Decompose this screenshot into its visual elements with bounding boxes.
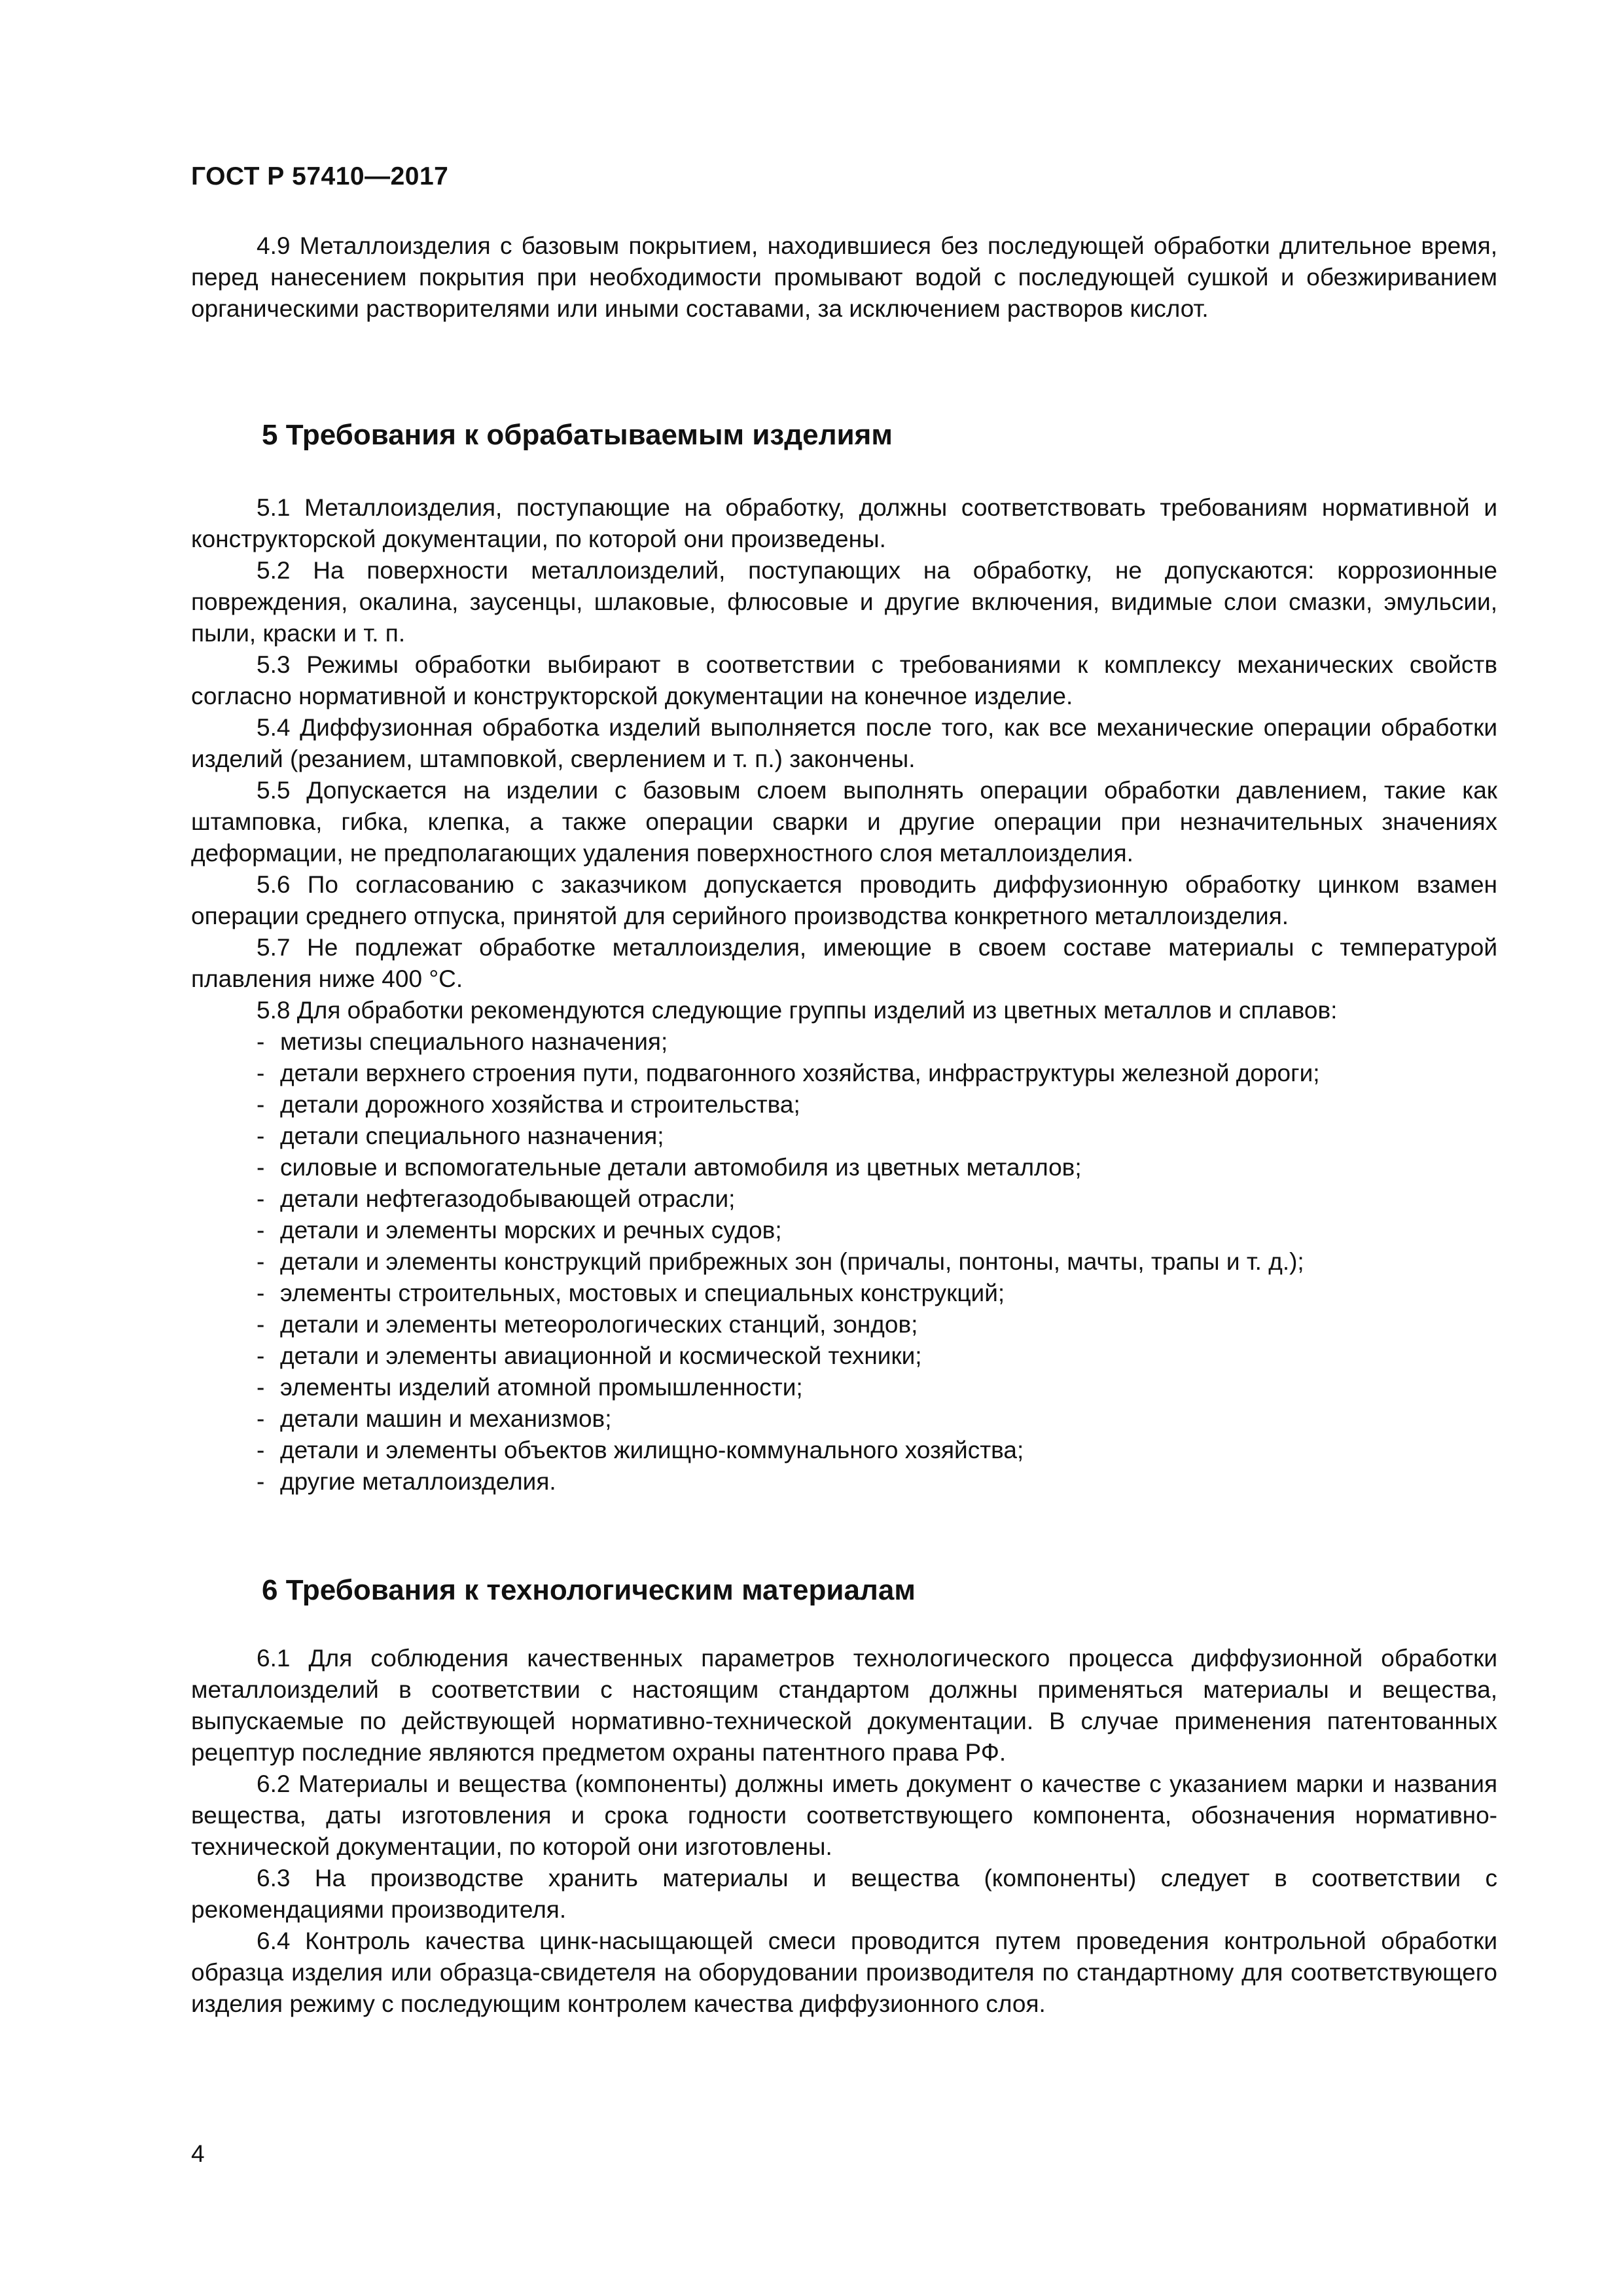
list-dash: - [257,1311,265,1338]
list-dash: - [257,1248,265,1275]
list-item [191,1403,1497,1435]
list-item [191,1435,1497,1466]
paragraph-5-4: 5.4 Диффузионная обработка изделий выполняется после того, как все механические операции обработки изделий (резанием, штамповкой, сверлением и т. п.) закончены. [191,714,1497,772]
document-id: ГОСТ Р 57410—2017 [191,162,449,190]
list-item [191,1466,1497,1498]
list-dash: - [257,1342,265,1369]
list-item-text: детали специального назначения; [280,1122,664,1149]
list-item-text: элементы изделий атомной промышленности; [280,1374,803,1401]
list-dash: - [257,1437,265,1463]
list-item [191,1089,1497,1121]
list-item-text: детали и элементы авиационной и космической техники; [280,1342,922,1369]
paragraph-5-1: 5.1 Металлоизделия, поступающие на обработку, должны соответствовать требованиям нормативной и конструкторской документации, по которой они произведены. [191,494,1497,552]
intro-block [191,230,1497,325]
paragraph-5-2: 5.2 На поверхности металлоизделий, поступающих на обработку, не допускаются: коррозионные повреждения, окалина, заусенцы, шлаковые, флюсовые и другие включения, видимые слои смазки, эмульсии, пыли, краски и т. п. [191,557,1497,647]
list-dash: - [257,1405,265,1432]
list-item [191,1278,1497,1309]
list-dash: - [257,1280,265,1306]
list-item [191,1340,1497,1372]
list-item-text: детали и элементы конструкций прибрежных зон (причалы, понтоны, мачты, трапы и т. д.); [280,1248,1304,1275]
list-item-text: метизы специального назначения; [280,1028,668,1055]
page-number: 4 [191,2140,205,2167]
list-dash: - [257,1060,265,1086]
list-item [191,1183,1497,1215]
section-5-body [191,492,1497,1498]
list-dash: - [257,1091,265,1118]
paragraph-5-6: 5.6 По согласованию с заказчиком допускается проводить диффузионную обработку цинком взамен операции среднего отпуска, принятой для серийного производства конкретного металлоизделия. [191,871,1497,929]
paragraph-5-8: 5.8 Для обработки рекомендуются следующие группы изделий из цветных металлов и сплавов: [257,997,1338,1024]
section-6-body [191,1643,1497,2020]
list-item [191,1309,1497,1340]
list-item-text: детали и элементы метеорологических станций, зондов; [280,1311,918,1338]
section-6-heading: 6 Требования к технологическим материалам [262,1574,916,1606]
list-item [191,1152,1497,1183]
list-item-text: элементы строительных, мостовых и специальных конструкций; [280,1280,1005,1306]
list-item [191,1026,1497,1058]
paragraph-4-9: 4.9 Металлоизделия с базовым покрытием, находившиеся без последующей обработки длительное время, перед нанесением покрытия при необходимости промывают водой с последующей сушкой и обезжириванием органическими растворителями или иными составами, за исключением растворов кислот. [191,232,1497,322]
list-item [191,1121,1497,1152]
list-item-text: детали верхнего строения пути, подвагонного хозяйства, инфраструктуры железной дороги; [280,1060,1320,1086]
list-item [191,1058,1497,1089]
paragraph-5-7: 5.7 Не подлежат обработке металлоизделия, имеющие в своем составе материалы с температурой плавления ниже 400 °С. [191,934,1497,992]
list-item-text: силовые и вспомогательные детали автомобиля из цветных металлов; [280,1154,1082,1181]
list-dash: - [257,1122,265,1149]
list-item [191,1246,1497,1278]
list-item [191,1372,1497,1403]
paragraph-6-2: 6.2 Материалы и вещества (компоненты) должны иметь документ о качестве с указанием марки и названия вещества, даты изготовления и срока годности соответствующего компонента, обозначения нормативно-технической документации, по которой они изготовлены. [191,1770,1497,1860]
paragraph-5-3: 5.3 Режимы обработки выбирают в соответствии с требованиями к комплексу механических свойств согласно нормативной и конструкторской документации на конечное изделие. [191,651,1497,709]
list-item-text: детали машин и механизмов; [280,1405,612,1432]
list-item-text: детали и элементы морских и речных судов; [280,1217,782,1244]
paragraph-6-1: 6.1 Для соблюдения качественных параметров технологического процесса диффузионной обработки металлоизделий в соответствии с настоящим стандартом должны применяться материалы и вещества, выпускаемые по действующей нормативно-технической документации. В случае применения патентованных рецептур последние являются предметом охраны патентного права РФ. [191,1645,1497,1766]
paragraph-6-4: 6.4 Контроль качества цинк-насыщающей смеси проводится путем проведения контрольной обработки образца изделия или образца-свидетеля на оборудовании производителя по стандартному для соответствующего изделия режиму с последующим контролем качества диффузионного слоя. [191,1928,1497,2017]
paragraph-6-3: 6.3 На производстве хранить материалы и вещества (компоненты) следует в соответствии с рекомендациями производителя. [191,1865,1497,1923]
list-item-text: другие металлоизделия. [280,1468,556,1495]
list-item-text: детали и элементы объектов жилищно-коммунального хозяйства; [280,1437,1024,1463]
list-item-text: детали нефтегазодобывающей отрасли; [280,1185,736,1212]
list-dash: - [257,1154,265,1181]
list-dash: - [257,1468,265,1495]
list-item [191,1215,1497,1246]
product-group-list [191,1026,1497,1498]
list-dash: - [257,1374,265,1401]
list-dash: - [257,1185,265,1212]
list-dash: - [257,1217,265,1244]
section-5-heading: 5 Требования к обрабатываемым изделиям [262,419,893,451]
list-item-text: детали дорожного хозяйства и строительства; [280,1091,800,1118]
list-dash: - [257,1028,265,1055]
paragraph-5-5: 5.5 Допускается на изделии с базовым слоем выполнять операции обработки давлением, такие как штамповка, гибка, клепка, а также операции сварки и другие операции при незначительных значениях деформации, не предполагающих удаления поверхностного слоя металлоизделия. [191,777,1497,867]
